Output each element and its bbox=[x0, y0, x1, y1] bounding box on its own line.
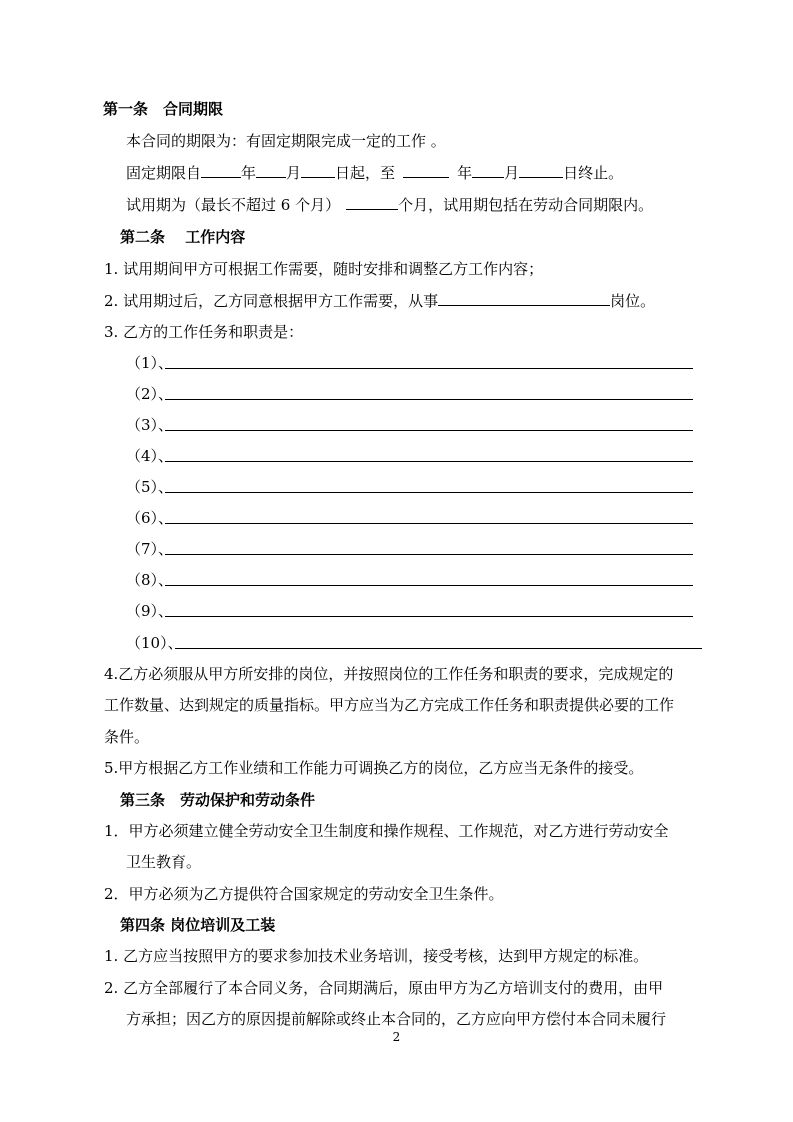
duty-label-4: （4）、 bbox=[126, 447, 174, 465]
art3-item-1-line-1: 1．甲方必须建立健全劳动安全卫生制度和操作规程、工作规范，对乙方进行劳动安全 bbox=[104, 822, 669, 840]
duty-label-6: （6）、 bbox=[126, 509, 174, 527]
duty-blank-2[interactable] bbox=[165, 399, 693, 400]
art2-item-4-line-1: 4.乙方必须服从甲方所安排的岗位，并按照岗位的工作任务和职责的要求，完成规定的 bbox=[104, 665, 674, 683]
start-month-blank[interactable] bbox=[256, 162, 286, 178]
fixed-term-prefix: 固定期限自 bbox=[126, 164, 202, 182]
duty-blank-5[interactable] bbox=[165, 492, 693, 493]
duty-blank-6[interactable] bbox=[165, 523, 693, 524]
art4-item-1: 1. 乙方应当按照甲方的要求参加技术业务培训，接受考核，达到甲方规定的标准。 bbox=[104, 947, 649, 965]
article-4-heading: 第四条 岗位培训及工装 bbox=[120, 916, 276, 934]
art2-item-2-suffix: 岗位。 bbox=[610, 292, 656, 310]
page-number: 2 bbox=[392, 1030, 401, 1044]
art2-item-4-line-2: 工作数量、达到规定的质量指标。甲方应当为乙方完成工作任务和职责提供必要的工作 bbox=[104, 696, 675, 714]
article-3-heading: 第三条 劳动保护和劳动条件 bbox=[120, 791, 316, 809]
art3-item-2: 2．甲方必须为乙方提供符合国家规定的劳动安全卫生条件。 bbox=[104, 885, 504, 903]
article-2-heading: 第二条 工作内容 bbox=[120, 228, 246, 246]
duty-label-10: （10）、 bbox=[126, 634, 183, 652]
trial-period-suffix: 个月，试用期包括在劳动合同期限内。 bbox=[398, 196, 654, 214]
art2-item-3: 3. 乙方的工作任务和职责是： bbox=[104, 323, 304, 341]
trial-period-line bbox=[126, 194, 653, 214]
duty-label-8: （8）、 bbox=[126, 571, 174, 589]
end-day-label: 日终止。 bbox=[563, 164, 624, 182]
start-year-blank[interactable] bbox=[201, 162, 241, 178]
article-1-heading: 第一条 合同期限 bbox=[103, 100, 224, 118]
duty-blank-10[interactable] bbox=[175, 648, 702, 649]
trial-months-blank[interactable] bbox=[346, 194, 398, 210]
art4-item-2-line-1: 2. 乙方全部履行了本合同义务，合同期满后，原由甲方为乙方培训支付的费用，由甲 bbox=[104, 979, 664, 997]
duty-blank-9[interactable] bbox=[165, 616, 693, 617]
art4-item-2-line-2: 方承担；因乙方的原因提前解除或终止本合同的，乙方应向甲方偿付本合同未履行 bbox=[126, 1010, 667, 1028]
duty-blank-8[interactable] bbox=[165, 585, 693, 586]
duty-blank-1[interactable] bbox=[165, 368, 693, 369]
position-blank[interactable] bbox=[438, 290, 610, 306]
duty-label-9: （9）、 bbox=[126, 602, 174, 620]
art2-item-5: 5.甲方根据乙方工作业绩和工作能力可调换乙方的岗位，乙方应当无条件的接受。 bbox=[104, 759, 644, 777]
duty-blank-7[interactable] bbox=[165, 554, 693, 555]
art2-item-1: 1. 试用期间甲方可根据工作需要，随时安排和调整乙方工作内容； bbox=[104, 260, 544, 278]
duty-label-1: （1）、 bbox=[126, 354, 174, 372]
start-day-label: 日起，至 bbox=[335, 164, 396, 182]
trial-period-prefix: 试用期为（最长不超过 6 个月） bbox=[126, 196, 341, 214]
start-year-label: 年 bbox=[241, 164, 257, 182]
end-month-blank[interactable] bbox=[472, 162, 504, 178]
contract-term-line: 本合同的期限为：有固定期限完成一定的工作 。 bbox=[126, 132, 446, 150]
art3-item-1-line-2: 卫生教育。 bbox=[126, 853, 202, 871]
end-month-label: 月 bbox=[504, 164, 520, 182]
start-day-blank[interactable] bbox=[301, 162, 335, 178]
duty-label-3: （3）、 bbox=[126, 416, 174, 434]
start-month-label: 月 bbox=[286, 164, 302, 182]
end-year-label: 年 bbox=[457, 164, 473, 182]
duty-blank-3[interactable] bbox=[165, 430, 693, 431]
art2-item-2 bbox=[104, 290, 655, 310]
duty-label-5: （5）、 bbox=[126, 478, 174, 496]
duty-label-2: （2）、 bbox=[126, 385, 174, 403]
art2-item-2-prefix: 2. 试用期过后，乙方同意根据甲方工作需要，从事 bbox=[104, 292, 439, 310]
duty-label-7: （7）、 bbox=[126, 540, 174, 558]
art2-item-4-line-3: 条件。 bbox=[104, 728, 150, 746]
duty-blank-4[interactable] bbox=[165, 461, 693, 462]
fixed-term-line bbox=[126, 162, 623, 182]
end-day-blank[interactable] bbox=[519, 162, 563, 178]
end-year-blank[interactable] bbox=[403, 162, 449, 178]
